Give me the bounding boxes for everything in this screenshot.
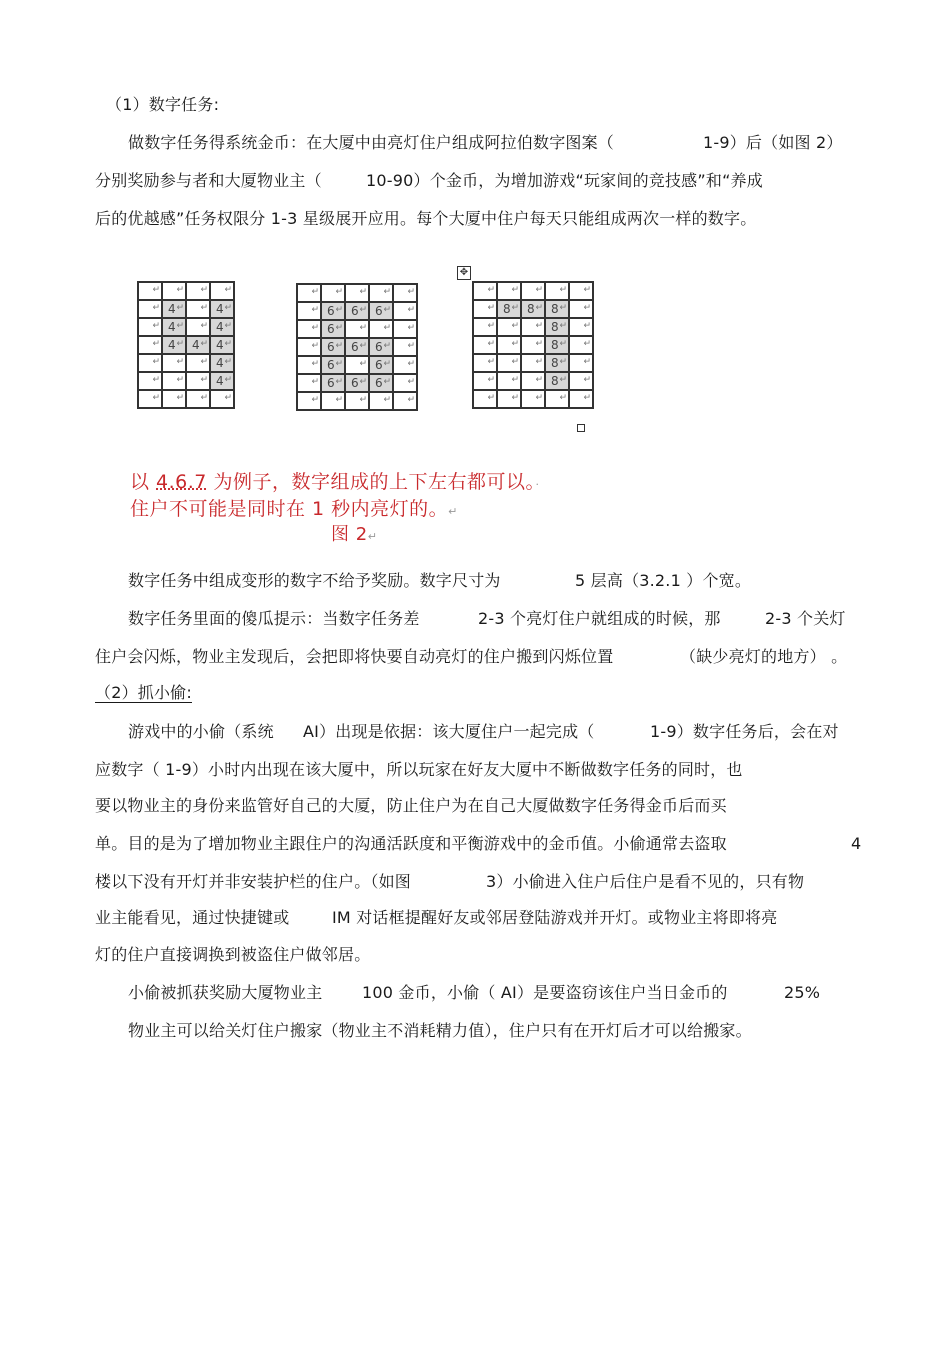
grid-row bbox=[473, 318, 593, 336]
cell-digit: 8 bbox=[551, 320, 559, 334]
text-segment: AI）出现是依据：该大厦住户一起完成（ bbox=[303, 722, 595, 741]
text-segment: 后的优越感”任务权限分 1-3 星级展开应用。每个大厦中住户每天只能组成两次一样的数字。 bbox=[95, 209, 757, 228]
grid-cell bbox=[345, 392, 369, 410]
cell-return-mark: ↵ bbox=[511, 321, 519, 331]
grid-cell bbox=[569, 354, 593, 372]
grid-cell bbox=[138, 282, 162, 300]
cell-digit: 6 bbox=[351, 304, 359, 318]
cell-return-mark: ↵ bbox=[359, 359, 367, 369]
cell-return-mark: ↵ bbox=[200, 393, 208, 403]
grid-row bbox=[138, 300, 234, 318]
grid-cell bbox=[369, 392, 393, 410]
text-segment: 单。目的是为了增加物业主跟住户的沟通活跃度和平衡游戏中的金币值。小偷通常去盗取 bbox=[95, 834, 727, 853]
cell-digit: 4 bbox=[168, 320, 176, 334]
cell-return-mark: ↵ bbox=[311, 395, 319, 405]
cell-digit: 6 bbox=[375, 340, 383, 354]
grid-row bbox=[297, 374, 417, 392]
grid-cell bbox=[569, 372, 593, 390]
lit-cell bbox=[210, 318, 234, 336]
cell-return-mark: ↵ bbox=[559, 339, 567, 349]
grid-row bbox=[473, 282, 593, 300]
cell-digit: 4 bbox=[216, 374, 224, 388]
digit-grid-4 bbox=[137, 281, 235, 409]
cell-digit: 6 bbox=[327, 304, 335, 318]
lit-cell bbox=[545, 336, 569, 354]
grid-row bbox=[297, 392, 417, 410]
lit-cell bbox=[210, 336, 234, 354]
cell-return-mark: ↵ bbox=[383, 395, 391, 405]
cell-digit: 4 bbox=[192, 338, 200, 352]
cell-return-mark: ↵ bbox=[583, 303, 591, 313]
grid-cell bbox=[162, 282, 186, 300]
lit-cell bbox=[369, 356, 393, 374]
grid-cell bbox=[297, 284, 321, 302]
cell-return-mark: ↵ bbox=[200, 321, 208, 331]
text-segment: 业主能看见，通过快捷键或 bbox=[95, 908, 290, 927]
cell-digit: 4 bbox=[168, 338, 176, 352]
figure-label bbox=[331, 520, 377, 546]
text-segment: 灯的住户直接调换到被盗住户做邻居。 bbox=[95, 945, 371, 964]
cell-digit: 6 bbox=[351, 340, 359, 354]
grid-cell bbox=[473, 390, 497, 408]
cell-return-mark: ↵ bbox=[176, 303, 184, 313]
cell-return-mark: ↵ bbox=[359, 377, 367, 387]
cell-return-mark: ↵ bbox=[383, 287, 391, 297]
lit-cell bbox=[162, 336, 186, 354]
cell-return-mark: ↵ bbox=[559, 321, 567, 331]
grid-row bbox=[473, 372, 593, 390]
grid-cell bbox=[521, 354, 545, 372]
grid-row bbox=[138, 390, 234, 408]
lit-cell bbox=[321, 320, 345, 338]
cell-return-mark: ↵ bbox=[200, 375, 208, 385]
cell-return-mark: ↵ bbox=[407, 395, 415, 405]
cell-return-mark: ↵ bbox=[487, 357, 495, 367]
grid-cell bbox=[186, 390, 210, 408]
cell-return-mark: ↵ bbox=[200, 303, 208, 313]
text-segment: 数字任务里面的傻瓜提示：当数字任务差 bbox=[128, 609, 420, 628]
grid-row bbox=[473, 390, 593, 408]
grid-cell bbox=[393, 302, 417, 320]
table-move-handle-icon[interactable]: ✥ bbox=[457, 266, 471, 280]
cell-return-mark: ↵ bbox=[359, 341, 367, 351]
cell-digit: 8 bbox=[551, 302, 559, 316]
cell-return-mark: ↵ bbox=[487, 339, 495, 349]
cell-return-mark: ↵ bbox=[335, 395, 343, 405]
caption-text: 以 bbox=[130, 471, 157, 493]
grid-row bbox=[297, 356, 417, 374]
cell-return-mark: ↵ bbox=[311, 377, 319, 387]
section1-heading: （1）数字任务: bbox=[106, 95, 220, 114]
cell-return-mark: ↵ bbox=[535, 375, 543, 385]
text-segment: 1-9）数字任务后，会在对 bbox=[650, 722, 839, 741]
digit-grid-6 bbox=[296, 283, 418, 411]
cell-return-mark: ↵ bbox=[176, 339, 184, 349]
cell-return-mark: ↵ bbox=[335, 341, 343, 351]
lit-cell bbox=[545, 300, 569, 318]
cell-digit: 6 bbox=[327, 322, 335, 336]
cell-return-mark: ↵ bbox=[583, 393, 591, 403]
cell-return-mark: ↵ bbox=[335, 305, 343, 315]
grid-cell bbox=[497, 336, 521, 354]
cell-digit: 6 bbox=[375, 358, 383, 372]
cell-return-mark: ↵ bbox=[152, 321, 160, 331]
cell-return-mark: ↵ bbox=[311, 287, 319, 297]
grid-cell bbox=[186, 318, 210, 336]
cell-return-mark: ↵ bbox=[559, 393, 567, 403]
text-segment: （缺少亮灯的地方） 。 bbox=[680, 647, 848, 666]
cell-return-mark: ↵ bbox=[311, 323, 319, 333]
cell-return-mark: ↵ bbox=[152, 285, 160, 295]
grid-cell bbox=[569, 390, 593, 408]
cell-return-mark: ↵ bbox=[407, 341, 415, 351]
lit-cell bbox=[321, 374, 345, 392]
cell-return-mark: ↵ bbox=[383, 305, 391, 315]
cell-digit: 6 bbox=[375, 376, 383, 390]
cell-digit: 8 bbox=[503, 302, 511, 316]
grid-cell bbox=[521, 282, 545, 300]
grid-row bbox=[473, 300, 593, 318]
cell-return-mark: ↵ bbox=[383, 359, 391, 369]
cell-digit: 6 bbox=[351, 376, 359, 390]
grid-cell bbox=[297, 320, 321, 338]
grid-cell bbox=[473, 336, 497, 354]
cell-return-mark: ↵ bbox=[407, 377, 415, 387]
text-segment: 10-90）个金币，为增加游戏“玩家间的竞技感”和“养成 bbox=[366, 171, 763, 190]
grid-cell bbox=[162, 390, 186, 408]
cell-digit: 8 bbox=[527, 302, 535, 316]
grid-cell bbox=[162, 372, 186, 390]
grid-cell bbox=[393, 284, 417, 302]
lit-cell bbox=[369, 302, 393, 320]
grid-cell bbox=[569, 282, 593, 300]
grid-cell bbox=[210, 390, 234, 408]
lit-cell bbox=[369, 338, 393, 356]
grid-cell bbox=[186, 372, 210, 390]
lit-cell bbox=[321, 338, 345, 356]
figure-caption-line2 bbox=[130, 494, 458, 521]
lit-cell bbox=[162, 318, 186, 336]
cell-digit: 4 bbox=[216, 302, 224, 316]
cell-return-mark: ↵ bbox=[511, 339, 519, 349]
text-segment: 100 金币，小偷（ AI）是要盗窃该住户当日金币的 bbox=[362, 983, 728, 1002]
cell-return-mark: ↵ bbox=[152, 339, 160, 349]
cell-return-mark: ↵ bbox=[407, 305, 415, 315]
grid-cell bbox=[473, 372, 497, 390]
grid-row bbox=[138, 336, 234, 354]
cell-return-mark: ↵ bbox=[535, 393, 543, 403]
grid-cell bbox=[521, 390, 545, 408]
lit-cell bbox=[186, 336, 210, 354]
grid-cell bbox=[473, 354, 497, 372]
cell-return-mark: ↵ bbox=[559, 375, 567, 385]
grid-row bbox=[473, 354, 593, 372]
grid-cell bbox=[497, 282, 521, 300]
cell-return-mark: ↵ bbox=[407, 359, 415, 369]
grid-cell bbox=[369, 284, 393, 302]
text-segment: 楼以下没有开灯并非安装护栏的住户。（如图 bbox=[95, 872, 412, 891]
grid-row bbox=[297, 338, 417, 356]
grid-cell bbox=[473, 282, 497, 300]
text-segment: 2-3 个关灯 bbox=[765, 609, 846, 628]
lit-cell bbox=[345, 374, 369, 392]
cell-digit: 8 bbox=[551, 374, 559, 388]
lit-cell bbox=[321, 302, 345, 320]
cell-return-mark: ↵ bbox=[359, 323, 367, 333]
lit-cell bbox=[521, 300, 545, 318]
cell-return-mark: ↵ bbox=[487, 321, 495, 331]
grid-row bbox=[138, 282, 234, 300]
grid-cell bbox=[473, 300, 497, 318]
cell-return-mark: ↵ bbox=[152, 357, 160, 367]
grid-cell bbox=[297, 374, 321, 392]
text-segment: 应数字（ 1-9）小时内出现在该大厦中，所以玩家在好友大厦中不断做数字任务的同时，也 bbox=[95, 760, 743, 779]
lit-cell bbox=[162, 300, 186, 318]
cell-digit: 4 bbox=[168, 302, 176, 316]
lit-cell bbox=[210, 372, 234, 390]
grid-cell bbox=[497, 390, 521, 408]
cell-return-mark: ↵ bbox=[487, 285, 495, 295]
cell-digit: 4 bbox=[216, 356, 224, 370]
cell-digit: 6 bbox=[327, 358, 335, 372]
cell-return-mark: ↵ bbox=[583, 285, 591, 295]
figure-caption-line1 bbox=[130, 467, 539, 494]
text-segment: 分别奖励参与者和大厦物业主（ bbox=[95, 171, 322, 190]
caption-mark: · bbox=[535, 478, 540, 491]
cell-return-mark: ↵ bbox=[224, 285, 232, 295]
text-segment: 游戏中的小偷（系统 bbox=[128, 722, 274, 741]
cell-digit: 6 bbox=[327, 376, 335, 390]
cell-return-mark: ↵ bbox=[152, 375, 160, 385]
grid-cell bbox=[162, 354, 186, 372]
cell-return-mark: ↵ bbox=[407, 287, 415, 297]
cell-return-mark: ↵ bbox=[224, 375, 232, 385]
text-segment: 2-3 个亮灯住户就组成的时候，那 bbox=[478, 609, 721, 628]
grid-cell bbox=[569, 300, 593, 318]
text-segment: IM 对话框提醒好友或邻居登陆游戏并开灯。或物业主将即将亮 bbox=[332, 908, 778, 927]
cell-return-mark: ↵ bbox=[152, 303, 160, 313]
cell-digit: 4 bbox=[216, 320, 224, 334]
grid-cell bbox=[393, 320, 417, 338]
cell-return-mark: ↵ bbox=[335, 287, 343, 297]
grid-cell bbox=[297, 338, 321, 356]
cell-return-mark: ↵ bbox=[176, 375, 184, 385]
cell-return-mark: ↵ bbox=[511, 303, 519, 313]
cell-return-mark: ↵ bbox=[359, 305, 367, 315]
section2-heading: （2）抓小偷: bbox=[95, 683, 192, 702]
cell-return-mark: ↵ bbox=[535, 339, 543, 349]
grid-cell bbox=[369, 320, 393, 338]
caption-numbers: 4.6.7 bbox=[156, 471, 207, 493]
grid-cell bbox=[345, 284, 369, 302]
grid-cell bbox=[345, 320, 369, 338]
grid-cell bbox=[297, 302, 321, 320]
cell-return-mark: ↵ bbox=[511, 285, 519, 295]
cell-return-mark: ↵ bbox=[535, 321, 543, 331]
grid-row bbox=[138, 372, 234, 390]
text-segment: 小偷被抓获奖励大厦物业主 bbox=[128, 983, 323, 1002]
grid-row bbox=[297, 284, 417, 302]
lit-cell bbox=[210, 300, 234, 318]
cell-return-mark: ↵ bbox=[559, 303, 567, 313]
grid-cell bbox=[345, 356, 369, 374]
cell-return-mark: ↵ bbox=[176, 285, 184, 295]
grid-cell bbox=[521, 336, 545, 354]
cell-return-mark: ↵ bbox=[176, 357, 184, 367]
grid-cell bbox=[297, 392, 321, 410]
text-segment: 1-9）后（如图 2） bbox=[703, 133, 843, 152]
text-segment: 数字任务中组成变形的数字不给予奖励。数字尺寸为 bbox=[128, 571, 501, 590]
cell-digit: 6 bbox=[375, 304, 383, 318]
cell-return-mark: ↵ bbox=[335, 359, 343, 369]
grid-cell bbox=[138, 300, 162, 318]
cell-return-mark: ↵ bbox=[511, 393, 519, 403]
cell-return-mark: ↵ bbox=[224, 303, 232, 313]
grid-cell bbox=[545, 390, 569, 408]
caption-text: 为例子，数字组成的上下左右都可以。 bbox=[206, 471, 536, 493]
cell-return-mark: ↵ bbox=[383, 341, 391, 351]
grid-cell bbox=[138, 390, 162, 408]
cell-return-mark: ↵ bbox=[224, 321, 232, 331]
grid-cell bbox=[521, 372, 545, 390]
cell-return-mark: ↵ bbox=[535, 357, 543, 367]
grid-row bbox=[138, 354, 234, 372]
cell-return-mark: ↵ bbox=[311, 359, 319, 369]
cell-return-mark: ↵ bbox=[335, 323, 343, 333]
caption-mark: ↵ bbox=[367, 530, 378, 543]
grid-cell bbox=[210, 282, 234, 300]
cell-return-mark: ↵ bbox=[335, 377, 343, 387]
grid-cell bbox=[569, 336, 593, 354]
cell-return-mark: ↵ bbox=[583, 375, 591, 385]
table-resize-handle[interactable] bbox=[577, 424, 585, 432]
grid-cell bbox=[138, 318, 162, 336]
grid-cell bbox=[473, 318, 497, 336]
grid-cell bbox=[497, 354, 521, 372]
cell-digit: 8 bbox=[551, 338, 559, 352]
lit-cell bbox=[345, 302, 369, 320]
cell-return-mark: ↵ bbox=[176, 321, 184, 331]
text-segment: 4 bbox=[851, 834, 862, 853]
grid-row bbox=[138, 318, 234, 336]
text-segment: 25% bbox=[784, 983, 821, 1002]
grid-cell bbox=[321, 284, 345, 302]
text-segment: 3）小偷进入住户后住户是看不见的，只有物 bbox=[486, 872, 805, 891]
cell-return-mark: ↵ bbox=[511, 357, 519, 367]
text-segment: 住户会闪烁，物业主发现后，会把即将快要自动亮灯的住户搬到闪烁位置 bbox=[95, 647, 614, 666]
text-segment: 要以物业主的身份来监管好自己的大厦，防止住户为在自己大厦做数字任务得金币后而买 bbox=[95, 796, 727, 815]
cell-return-mark: ↵ bbox=[559, 285, 567, 295]
cell-return-mark: ↵ bbox=[359, 287, 367, 297]
lit-cell bbox=[345, 338, 369, 356]
cell-return-mark: ↵ bbox=[559, 357, 567, 367]
cell-return-mark: ↵ bbox=[535, 285, 543, 295]
grid-cell bbox=[521, 318, 545, 336]
grid-cell bbox=[186, 300, 210, 318]
grid-cell bbox=[393, 356, 417, 374]
cell-return-mark: ↵ bbox=[383, 377, 391, 387]
lit-cell bbox=[369, 374, 393, 392]
lit-cell bbox=[321, 356, 345, 374]
cell-return-mark: ↵ bbox=[200, 285, 208, 295]
cell-return-mark: ↵ bbox=[200, 339, 208, 349]
cell-return-mark: ↵ bbox=[311, 305, 319, 315]
cell-digit: 8 bbox=[551, 356, 559, 370]
grid-cell bbox=[138, 336, 162, 354]
grid-cell bbox=[186, 354, 210, 372]
cell-return-mark: ↵ bbox=[487, 393, 495, 403]
grid-row bbox=[297, 302, 417, 320]
cell-return-mark: ↵ bbox=[535, 303, 543, 313]
cell-return-mark: ↵ bbox=[407, 323, 415, 333]
caption-text: 住户不可能是同时在 1 秒内亮灯的。 bbox=[130, 498, 449, 520]
grid-cell bbox=[497, 372, 521, 390]
text-segment: 5 层高（3.2.1 ）个宽。 bbox=[575, 571, 752, 590]
grid-cell bbox=[138, 354, 162, 372]
cell-return-mark: ↵ bbox=[359, 395, 367, 405]
cell-return-mark: ↵ bbox=[200, 357, 208, 367]
grid-cell bbox=[393, 392, 417, 410]
cell-return-mark: ↵ bbox=[224, 339, 232, 349]
lit-cell bbox=[545, 354, 569, 372]
cell-return-mark: ↵ bbox=[311, 341, 319, 351]
text-segment: 物业主可以给关灯住户搬家（物业主不消耗精力值），住户只有在开灯后才可以给搬家。 bbox=[128, 1021, 752, 1040]
grid-cell bbox=[545, 282, 569, 300]
grid-cell bbox=[186, 282, 210, 300]
cell-return-mark: ↵ bbox=[583, 339, 591, 349]
grid-cell bbox=[321, 392, 345, 410]
grid-cell bbox=[393, 374, 417, 392]
figure-label-text: 图 2 bbox=[331, 524, 368, 545]
cell-return-mark: ↵ bbox=[176, 393, 184, 403]
cell-digit: 4 bbox=[216, 338, 224, 352]
lit-cell bbox=[545, 372, 569, 390]
grid-cell bbox=[569, 318, 593, 336]
cell-return-mark: ↵ bbox=[383, 323, 391, 333]
lit-cell bbox=[545, 318, 569, 336]
grid-cell bbox=[297, 356, 321, 374]
cell-return-mark: ↵ bbox=[224, 357, 232, 367]
cell-return-mark: ↵ bbox=[583, 357, 591, 367]
caption-mark: ↵ bbox=[448, 505, 458, 518]
grid-cell bbox=[393, 338, 417, 356]
digit-grid-8 bbox=[472, 281, 594, 409]
cell-return-mark: ↵ bbox=[487, 375, 495, 385]
lit-cell bbox=[210, 354, 234, 372]
cell-return-mark: ↵ bbox=[224, 393, 232, 403]
grid-cell bbox=[138, 372, 162, 390]
cell-return-mark: ↵ bbox=[583, 321, 591, 331]
lit-cell bbox=[497, 300, 521, 318]
grid-row bbox=[297, 320, 417, 338]
cell-return-mark: ↵ bbox=[511, 375, 519, 385]
grid-row bbox=[473, 336, 593, 354]
text-segment: 做数字任务得系统金币：在大厦中由亮灯住户组成阿拉伯数字图案（ bbox=[128, 133, 615, 152]
grid-cell bbox=[497, 318, 521, 336]
cell-return-mark: ↵ bbox=[487, 303, 495, 313]
cell-digit: 6 bbox=[327, 340, 335, 354]
cell-return-mark: ↵ bbox=[152, 393, 160, 403]
